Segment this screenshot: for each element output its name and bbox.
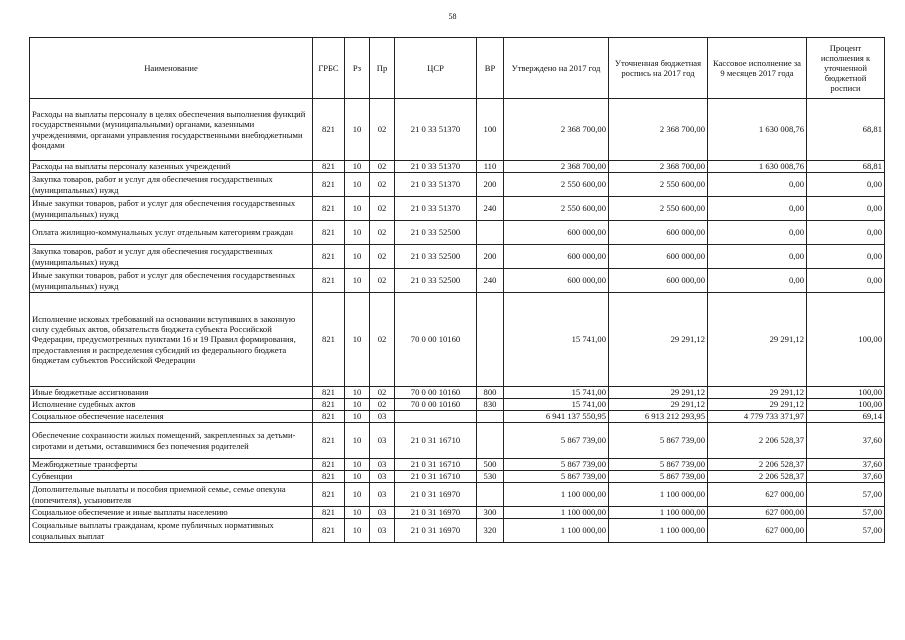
cell-percent: 0,00 <box>807 173 885 197</box>
cell-refined: 600 000,00 <box>609 221 708 245</box>
cell-grbs: 821 <box>313 99 345 161</box>
cell-csr: 70 0 00 10160 <box>395 387 477 399</box>
cell-name: Иные закупки товаров, работ и услуг для обеспечения государственных (муниципальных) нужд <box>30 269 313 293</box>
cell-vr: 110 <box>477 161 504 173</box>
cell-vr: 240 <box>477 197 504 221</box>
cell-refined: 1 100 000,00 <box>609 519 708 543</box>
cell-approved: 5 867 739,00 <box>504 459 609 471</box>
cell-csr: 21 0 33 52500 <box>395 221 477 245</box>
cell-percent: 0,00 <box>807 245 885 269</box>
table-row <box>30 197 885 221</box>
cell-approved: 6 941 137 550,95 <box>504 411 609 423</box>
cell-rz: 10 <box>345 197 370 221</box>
budget-table <box>29 37 885 543</box>
cell-refined: 29 291,12 <box>609 293 708 387</box>
cell-vr: 320 <box>477 519 504 543</box>
page-number: 58 <box>448 12 457 21</box>
cell-pr: 02 <box>370 173 395 197</box>
header-grbs: ГРБС <box>313 38 345 99</box>
cell-pr: 02 <box>370 399 395 411</box>
cell-percent: 57,00 <box>807 519 885 543</box>
cell-grbs: 821 <box>313 197 345 221</box>
cell-name: Закупка товаров, работ и услуг для обеспечения государственных (муниципальных) нужд <box>30 173 313 197</box>
cell-percent: 0,00 <box>807 269 885 293</box>
cell-name: Оплата жилищно-коммунальных услуг отдельным категориям граждан <box>30 221 313 245</box>
cell-vr <box>477 411 504 423</box>
cell-name: Социальное обеспечение населения <box>30 411 313 423</box>
cell-approved: 600 000,00 <box>504 269 609 293</box>
header-cash: Кассовое исполнение за 9 месяцев 2017 года <box>708 38 807 99</box>
cell-pr: 02 <box>370 221 395 245</box>
cell-percent: 37,60 <box>807 459 885 471</box>
cell-name: Иные бюджетные ассигнования <box>30 387 313 399</box>
cell-rz: 10 <box>345 293 370 387</box>
cell-pr: 03 <box>370 483 395 507</box>
cell-csr: 21 0 31 16710 <box>395 423 477 459</box>
cell-rz: 10 <box>345 161 370 173</box>
cell-rz: 10 <box>345 269 370 293</box>
cell-percent: 69,14 <box>807 411 885 423</box>
table-row <box>30 519 885 543</box>
cell-vr <box>477 483 504 507</box>
cell-vr: 500 <box>477 459 504 471</box>
table-row <box>30 459 885 471</box>
cell-grbs: 821 <box>313 399 345 411</box>
cell-grbs: 821 <box>313 245 345 269</box>
cell-approved: 15 741,00 <box>504 399 609 411</box>
cell-grbs: 821 <box>313 269 345 293</box>
cell-percent: 100,00 <box>807 293 885 387</box>
cell-grbs: 821 <box>313 173 345 197</box>
cell-approved: 1 100 000,00 <box>504 507 609 519</box>
table-row <box>30 471 885 483</box>
header-vr: ВР <box>477 38 504 99</box>
header-percent: Процент исполнения к уточненной бюджетной росписи <box>807 38 885 99</box>
cell-cash: 0,00 <box>708 221 807 245</box>
cell-cash: 2 206 528,37 <box>708 423 807 459</box>
table-row <box>30 173 885 197</box>
cell-cash: 0,00 <box>708 245 807 269</box>
cell-percent: 100,00 <box>807 399 885 411</box>
header-name: Наименование <box>30 38 313 99</box>
cell-pr: 02 <box>370 245 395 269</box>
cell-rz: 10 <box>345 99 370 161</box>
table-row <box>30 161 885 173</box>
cell-grbs: 821 <box>313 471 345 483</box>
cell-vr: 830 <box>477 399 504 411</box>
cell-name: Исполнение судебных актов <box>30 399 313 411</box>
cell-grbs: 821 <box>313 423 345 459</box>
cell-percent: 37,60 <box>807 471 885 483</box>
cell-approved: 2 368 700,00 <box>504 99 609 161</box>
cell-approved: 5 867 739,00 <box>504 471 609 483</box>
cell-name: Дополнительные выплаты и пособия приемной семье, семье опекуна (попечителя), усыновителя <box>30 483 313 507</box>
cell-approved: 600 000,00 <box>504 221 609 245</box>
cell-grbs: 821 <box>313 507 345 519</box>
cell-csr: 21 0 33 52500 <box>395 245 477 269</box>
cell-cash: 29 291,12 <box>708 387 807 399</box>
cell-cash: 29 291,12 <box>708 399 807 411</box>
cell-refined: 600 000,00 <box>609 245 708 269</box>
cell-cash: 2 206 528,37 <box>708 459 807 471</box>
cell-rz: 10 <box>345 483 370 507</box>
cell-csr <box>395 411 477 423</box>
header-rz: Рз <box>345 38 370 99</box>
cell-approved: 600 000,00 <box>504 245 609 269</box>
cell-vr: 530 <box>477 471 504 483</box>
cell-csr: 21 0 31 16970 <box>395 507 477 519</box>
cell-approved: 2 368 700,00 <box>504 161 609 173</box>
cell-vr: 100 <box>477 99 504 161</box>
table-row <box>30 269 885 293</box>
cell-percent: 0,00 <box>807 221 885 245</box>
cell-name: Исполнение исковых требований на основании вступивших в законную силу судебных актов, обязательств бюджета субъекта Российской Федерации, предусмотренных пунктами 16 и 19 Правил формирования, предоставления и распределения субсидий из федерального бюджета бюджетам субъектов Российской Федерации <box>30 293 313 387</box>
cell-name: Межбюджетные трансферты <box>30 459 313 471</box>
cell-refined: 5 867 739,00 <box>609 423 708 459</box>
cell-rz: 10 <box>345 519 370 543</box>
cell-grbs: 821 <box>313 161 345 173</box>
cell-csr: 21 0 31 16710 <box>395 459 477 471</box>
table-row <box>30 507 885 519</box>
cell-refined: 1 100 000,00 <box>609 483 708 507</box>
cell-csr: 21 0 31 16970 <box>395 483 477 507</box>
cell-percent: 100,00 <box>807 387 885 399</box>
cell-grbs: 821 <box>313 519 345 543</box>
cell-refined: 6 913 212 293,95 <box>609 411 708 423</box>
cell-csr: 21 0 31 16970 <box>395 519 477 543</box>
table-row <box>30 483 885 507</box>
cell-cash: 627 000,00 <box>708 483 807 507</box>
cell-rz: 10 <box>345 459 370 471</box>
cell-rz: 10 <box>345 507 370 519</box>
cell-approved: 15 741,00 <box>504 387 609 399</box>
cell-cash: 0,00 <box>708 269 807 293</box>
table-row <box>30 387 885 399</box>
cell-pr: 03 <box>370 507 395 519</box>
cell-pr: 02 <box>370 293 395 387</box>
cell-pr: 02 <box>370 161 395 173</box>
cell-pr: 03 <box>370 411 395 423</box>
cell-vr: 300 <box>477 507 504 519</box>
cell-pr: 02 <box>370 387 395 399</box>
cell-refined: 1 100 000,00 <box>609 507 708 519</box>
table-row <box>30 293 885 387</box>
cell-pr: 03 <box>370 459 395 471</box>
cell-csr: 21 0 33 52500 <box>395 269 477 293</box>
table-row <box>30 411 885 423</box>
cell-refined: 5 867 739,00 <box>609 471 708 483</box>
cell-rz: 10 <box>345 221 370 245</box>
cell-cash: 627 000,00 <box>708 519 807 543</box>
cell-percent: 68,81 <box>807 161 885 173</box>
cell-name: Социальные выплаты гражданам, кроме публичных нормативных социальных выплат <box>30 519 313 543</box>
cell-grbs: 821 <box>313 293 345 387</box>
cell-pr: 02 <box>370 269 395 293</box>
cell-cash: 1 630 008,76 <box>708 99 807 161</box>
cell-rz: 10 <box>345 387 370 399</box>
cell-pr: 02 <box>370 99 395 161</box>
cell-approved: 2 550 600,00 <box>504 197 609 221</box>
cell-name: Иные закупки товаров, работ и услуг для обеспечения государственных (муниципальных) нужд <box>30 197 313 221</box>
cell-cash: 627 000,00 <box>708 507 807 519</box>
cell-csr: 21 0 31 16710 <box>395 471 477 483</box>
cell-percent: 57,00 <box>807 483 885 507</box>
cell-pr: 03 <box>370 519 395 543</box>
cell-rz: 10 <box>345 245 370 269</box>
cell-approved: 1 100 000,00 <box>504 483 609 507</box>
cell-vr <box>477 293 504 387</box>
cell-vr: 200 <box>477 245 504 269</box>
cell-grbs: 821 <box>313 411 345 423</box>
cell-cash: 4 779 733 371,97 <box>708 411 807 423</box>
cell-csr: 21 0 33 51370 <box>395 99 477 161</box>
table-row <box>30 245 885 269</box>
cell-refined: 2 368 700,00 <box>609 161 708 173</box>
cell-refined: 29 291,12 <box>609 399 708 411</box>
header-refined: Уточненная бюджетная роспись на 2017 год <box>609 38 708 99</box>
cell-rz: 10 <box>345 423 370 459</box>
cell-cash: 0,00 <box>708 197 807 221</box>
cell-name: Расходы на выплаты персоналу в целях обеспечения выполнения функций государственными (муниципальными) органами, казенными учреждениями, органами управления государственными внебюджетными фондами <box>30 99 313 161</box>
cell-percent: 57,00 <box>807 507 885 519</box>
table-row <box>30 423 885 459</box>
cell-refined: 29 291,12 <box>609 387 708 399</box>
table-row <box>30 399 885 411</box>
cell-refined: 2 550 600,00 <box>609 173 708 197</box>
cell-percent: 0,00 <box>807 197 885 221</box>
cell-approved: 2 550 600,00 <box>504 173 609 197</box>
cell-grbs: 821 <box>313 483 345 507</box>
cell-approved: 1 100 000,00 <box>504 519 609 543</box>
cell-csr: 70 0 00 10160 <box>395 293 477 387</box>
table-row <box>30 221 885 245</box>
cell-name: Расходы на выплаты персоналу казенных учреждений <box>30 161 313 173</box>
cell-rz: 10 <box>345 411 370 423</box>
cell-cash: 29 291,12 <box>708 293 807 387</box>
cell-refined: 2 368 700,00 <box>609 99 708 161</box>
cell-grbs: 821 <box>313 387 345 399</box>
cell-pr: 03 <box>370 471 395 483</box>
table-row <box>30 99 885 161</box>
header-approved: Утверждено на 2017 год <box>504 38 609 99</box>
cell-vr: 800 <box>477 387 504 399</box>
cell-csr: 21 0 33 51370 <box>395 161 477 173</box>
cell-vr <box>477 221 504 245</box>
cell-csr: 21 0 33 51370 <box>395 197 477 221</box>
cell-grbs: 821 <box>313 221 345 245</box>
cell-refined: 2 550 600,00 <box>609 197 708 221</box>
cell-approved: 15 741,00 <box>504 293 609 387</box>
cell-cash: 2 206 528,37 <box>708 471 807 483</box>
cell-rz: 10 <box>345 471 370 483</box>
cell-name: Субвенции <box>30 471 313 483</box>
cell-approved: 5 867 739,00 <box>504 423 609 459</box>
cell-vr: 200 <box>477 173 504 197</box>
cell-csr: 21 0 33 51370 <box>395 173 477 197</box>
cell-rz: 10 <box>345 173 370 197</box>
cell-cash: 1 630 008,76 <box>708 161 807 173</box>
header-csr: ЦСР <box>395 38 477 99</box>
cell-percent: 68,81 <box>807 99 885 161</box>
cell-csr: 70 0 00 10160 <box>395 399 477 411</box>
cell-name: Обеспечение сохранности жилых помещений, закрепленных за детьми-сиротами и детьми, оставшимися без попечения родителей <box>30 423 313 459</box>
table-header-row <box>30 38 885 99</box>
cell-pr: 02 <box>370 197 395 221</box>
cell-name: Закупка товаров, работ и услуг для обеспечения государственных (муниципальных) нужд <box>30 245 313 269</box>
cell-percent: 37,60 <box>807 423 885 459</box>
header-pr: Пр <box>370 38 395 99</box>
cell-refined: 5 867 739,00 <box>609 459 708 471</box>
cell-cash: 0,00 <box>708 173 807 197</box>
cell-rz: 10 <box>345 399 370 411</box>
cell-refined: 600 000,00 <box>609 269 708 293</box>
cell-pr: 03 <box>370 423 395 459</box>
cell-vr: 240 <box>477 269 504 293</box>
cell-grbs: 821 <box>313 459 345 471</box>
cell-vr <box>477 423 504 459</box>
cell-name: Социальное обеспечение и иные выплаты населению <box>30 507 313 519</box>
